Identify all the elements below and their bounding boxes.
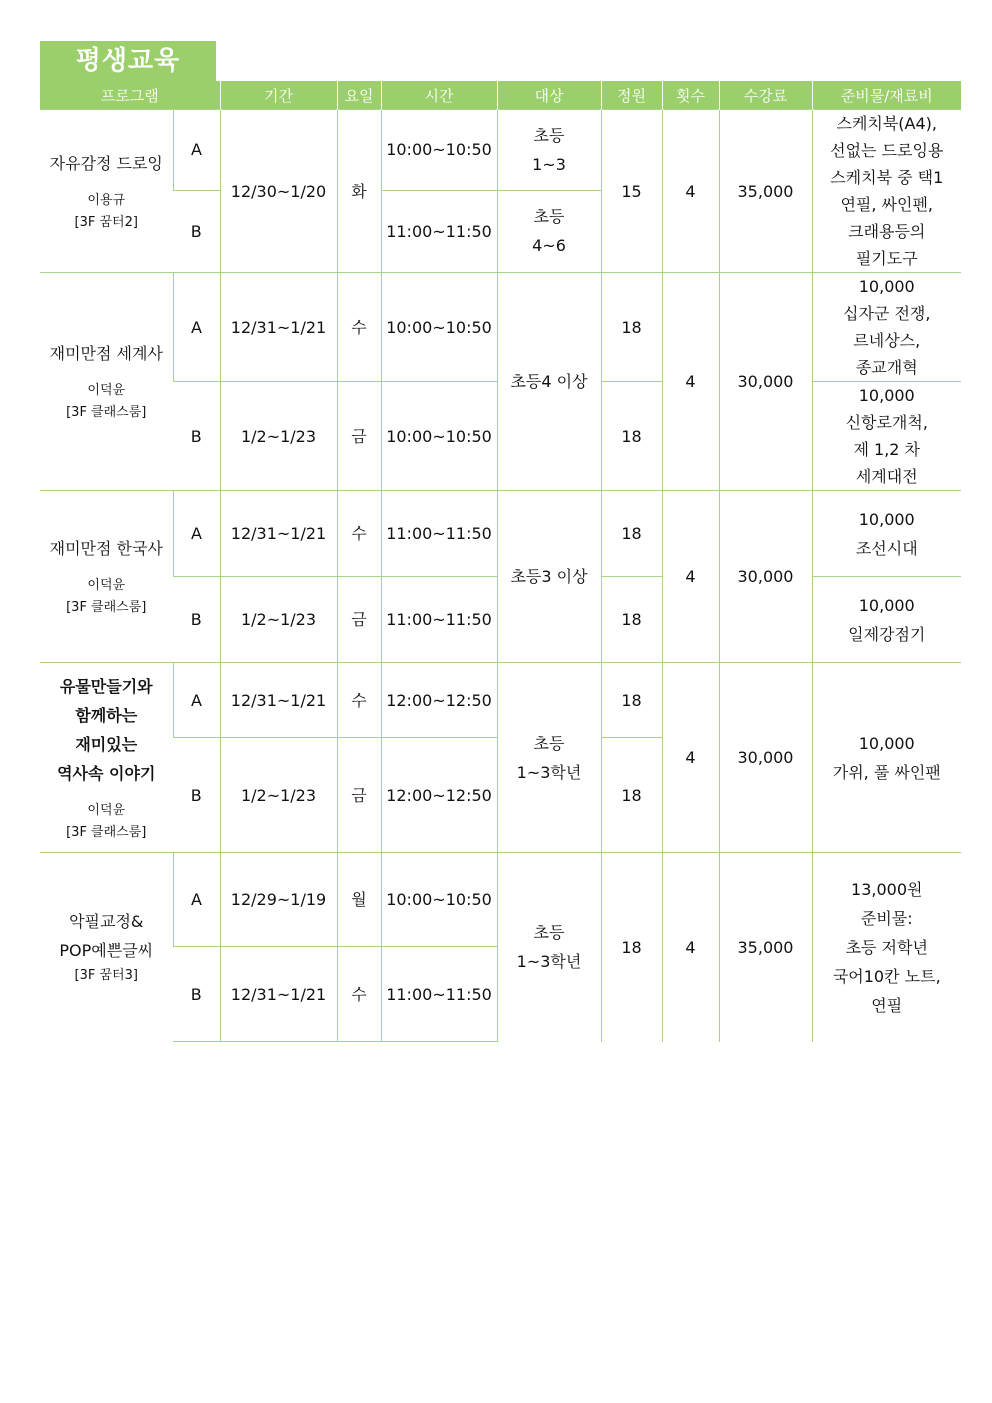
target-cell (497, 110, 601, 191)
target-line: 4~6 (532, 236, 566, 256)
program-cell (40, 491, 173, 663)
target-line: 1~3학년 (516, 952, 582, 972)
target-cell (497, 853, 601, 1042)
time-cell: 11:00~11:50 (381, 947, 497, 1042)
capacity-cell: 18 (601, 738, 662, 853)
supplies-cell (812, 273, 961, 382)
program-cell (40, 853, 173, 1042)
period-cell: 12/31~1/21 (220, 273, 337, 382)
room-label: [3F 클래스룸] (66, 405, 147, 420)
supplies-line: 10,000 (858, 386, 915, 405)
fee-cell: 35,000 (719, 110, 812, 273)
target-line: 1~3학년 (516, 762, 582, 782)
supplies-line: 연필 (871, 995, 903, 1015)
supplies-line: 크래용등의 (848, 222, 926, 241)
section-label: A (173, 491, 220, 577)
fee-cell: 30,000 (719, 491, 812, 663)
instructor-name: 이용규 (87, 192, 126, 208)
page-title: 평생교육 (40, 41, 216, 81)
supplies-line: 필기도구 (855, 249, 918, 268)
section-label: A (173, 663, 220, 738)
supplies-line: 10,000 (858, 509, 915, 529)
period-cell: 12/31~1/21 (220, 947, 337, 1042)
day-cell: 금 (337, 382, 381, 491)
section-label: B (173, 190, 220, 272)
section-label: A (173, 110, 220, 191)
time-cell: 11:00~11:50 (381, 577, 497, 663)
target-cell (497, 190, 601, 272)
target-cell: 초등3 이상 (497, 491, 601, 663)
supplies-line: 스케치북(A4), (836, 114, 938, 133)
time-cell: 11:00~11:50 (381, 190, 497, 272)
program-name: 악필교정& (69, 912, 144, 932)
capacity-cell: 15 (601, 110, 662, 273)
section-label: B (173, 738, 220, 853)
table-row (40, 663, 961, 738)
time-cell: 12:00~12:50 (381, 738, 497, 853)
table-row (40, 110, 961, 191)
supplies-line: 13,000원 (851, 879, 923, 899)
section-label: A (173, 273, 220, 382)
capacity-cell: 18 (601, 853, 662, 1042)
supplies-line: 르네상스, (853, 331, 921, 350)
sessions-cell: 4 (662, 853, 719, 1042)
time-cell: 10:00~10:50 (381, 273, 497, 382)
header-day: 요일 (337, 81, 381, 110)
supplies-line: 가위, 풀 싸인팬 (832, 762, 941, 782)
table-row (40, 273, 961, 382)
instructor-name: 이덕윤 (87, 802, 126, 818)
target-line: 초등 (533, 923, 565, 943)
supplies-line: 10,000 (858, 595, 915, 615)
header-sessions: 횟수 (662, 81, 719, 110)
fee-cell: 30,000 (719, 273, 812, 491)
sessions-cell: 4 (662, 663, 719, 853)
fee-cell: 35,000 (719, 853, 812, 1042)
time-cell: 10:00~10:50 (381, 853, 497, 947)
section-label: B (173, 577, 220, 663)
supplies-cell (812, 853, 961, 1042)
supplies-cell (812, 577, 961, 663)
capacity-cell: 18 (601, 577, 662, 663)
capacity-cell: 18 (601, 382, 662, 491)
supplies-line: 연필, 싸인펜, (840, 195, 934, 214)
program-cell (40, 110, 173, 273)
supplies-line: 종교개혁 (855, 358, 918, 377)
period-cell: 12/31~1/21 (220, 663, 337, 738)
program-name: 재미만점 세계사 (49, 344, 163, 363)
day-cell: 화 (337, 110, 381, 273)
supplies-line: 10,000 (858, 277, 915, 296)
supplies-line: 초등 저학년 (845, 937, 928, 957)
program-cell (40, 663, 173, 853)
supplies-line: 세계대전 (855, 467, 918, 486)
header-row (40, 81, 961, 110)
room-label: [3F 꿈터2] (74, 214, 138, 230)
target-line: 초등 (533, 207, 565, 227)
section-label: B (173, 947, 220, 1042)
room-label: [3F 꿈터3] (74, 968, 138, 984)
period-cell: 12/31~1/21 (220, 491, 337, 577)
fee-cell: 30,000 (719, 663, 812, 853)
day-cell: 금 (337, 738, 381, 853)
header-target: 대상 (497, 81, 601, 110)
day-cell: 금 (337, 577, 381, 663)
supplies-line: 제 1,2 차 (853, 440, 921, 459)
period-cell: 1/2~1/23 (220, 577, 337, 663)
period-cell: 12/29~1/19 (220, 853, 337, 947)
section-label: B (173, 382, 220, 491)
program-cell (40, 273, 173, 491)
supplies-line: 국어10칸 노트, (832, 966, 941, 986)
section-label: A (173, 853, 220, 947)
header-program: 프로그램 (40, 81, 220, 110)
capacity-cell: 18 (601, 491, 662, 577)
program-name: 재미있는 (75, 734, 138, 754)
sessions-cell: 4 (662, 491, 719, 663)
period-cell: 12/30~1/20 (220, 110, 337, 273)
supplies-line: 일제강점기 (848, 624, 926, 644)
header-supplies: 준비물/재료비 (812, 81, 961, 110)
supplies-line: 선없는 드로잉용 (830, 141, 944, 160)
supplies-line: 십자군 전쟁, (843, 304, 931, 323)
day-cell: 수 (337, 273, 381, 382)
sessions-cell: 4 (662, 110, 719, 273)
supplies-line: 준비물: (860, 908, 913, 928)
program-name: 역사속 이야기 (57, 763, 156, 783)
target-line: 초등 (533, 125, 565, 145)
supplies-line: 10,000 (858, 733, 915, 753)
instructor-name: 이덕윤 (87, 578, 126, 593)
day-cell: 월 (337, 853, 381, 947)
program-name: 재미만점 한국사 (49, 539, 163, 558)
target-line: 초등 (533, 733, 565, 753)
capacity-cell: 18 (601, 663, 662, 738)
supplies-cell (812, 491, 961, 577)
time-cell: 11:00~11:50 (381, 491, 497, 577)
period-cell: 1/2~1/23 (220, 382, 337, 491)
program-name: 함께하는 (75, 705, 138, 725)
program-table (40, 81, 961, 1042)
time-cell: 10:00~10:50 (381, 382, 497, 491)
time-cell: 10:00~10:50 (381, 110, 497, 191)
time-cell: 12:00~12:50 (381, 663, 497, 738)
target-cell: 초등4 이상 (497, 273, 601, 491)
supplies-cell (812, 382, 961, 491)
room-label: [3F 클래스룸] (66, 600, 147, 615)
sessions-cell: 4 (662, 273, 719, 491)
program-name: POP예쁜글씨 (59, 941, 154, 961)
day-cell: 수 (337, 491, 381, 577)
day-cell: 수 (337, 663, 381, 738)
room-label: [3F 클래스룸] (66, 824, 147, 840)
supplies-line: 스케치북 중 택1 (830, 168, 944, 187)
supplies-line: 신항로개척, (845, 413, 928, 432)
instructor-name: 이덕윤 (87, 383, 126, 398)
header-fee: 수강료 (719, 81, 812, 110)
supplies-line: 조선시대 (855, 538, 918, 558)
program-name: 자유감정 드로잉 (49, 153, 163, 173)
day-cell: 수 (337, 947, 381, 1042)
target-cell (497, 663, 601, 853)
header-period: 기간 (220, 81, 337, 110)
header-time: 시간 (381, 81, 497, 110)
program-name: 유물만들기와 (59, 676, 153, 696)
table-row (40, 853, 961, 947)
target-line: 1~3 (532, 154, 566, 174)
supplies-cell (812, 663, 961, 853)
capacity-cell: 18 (601, 273, 662, 382)
period-cell: 1/2~1/23 (220, 738, 337, 853)
supplies-cell (812, 110, 961, 273)
table-row (40, 491, 961, 577)
header-capacity: 정원 (601, 81, 662, 110)
